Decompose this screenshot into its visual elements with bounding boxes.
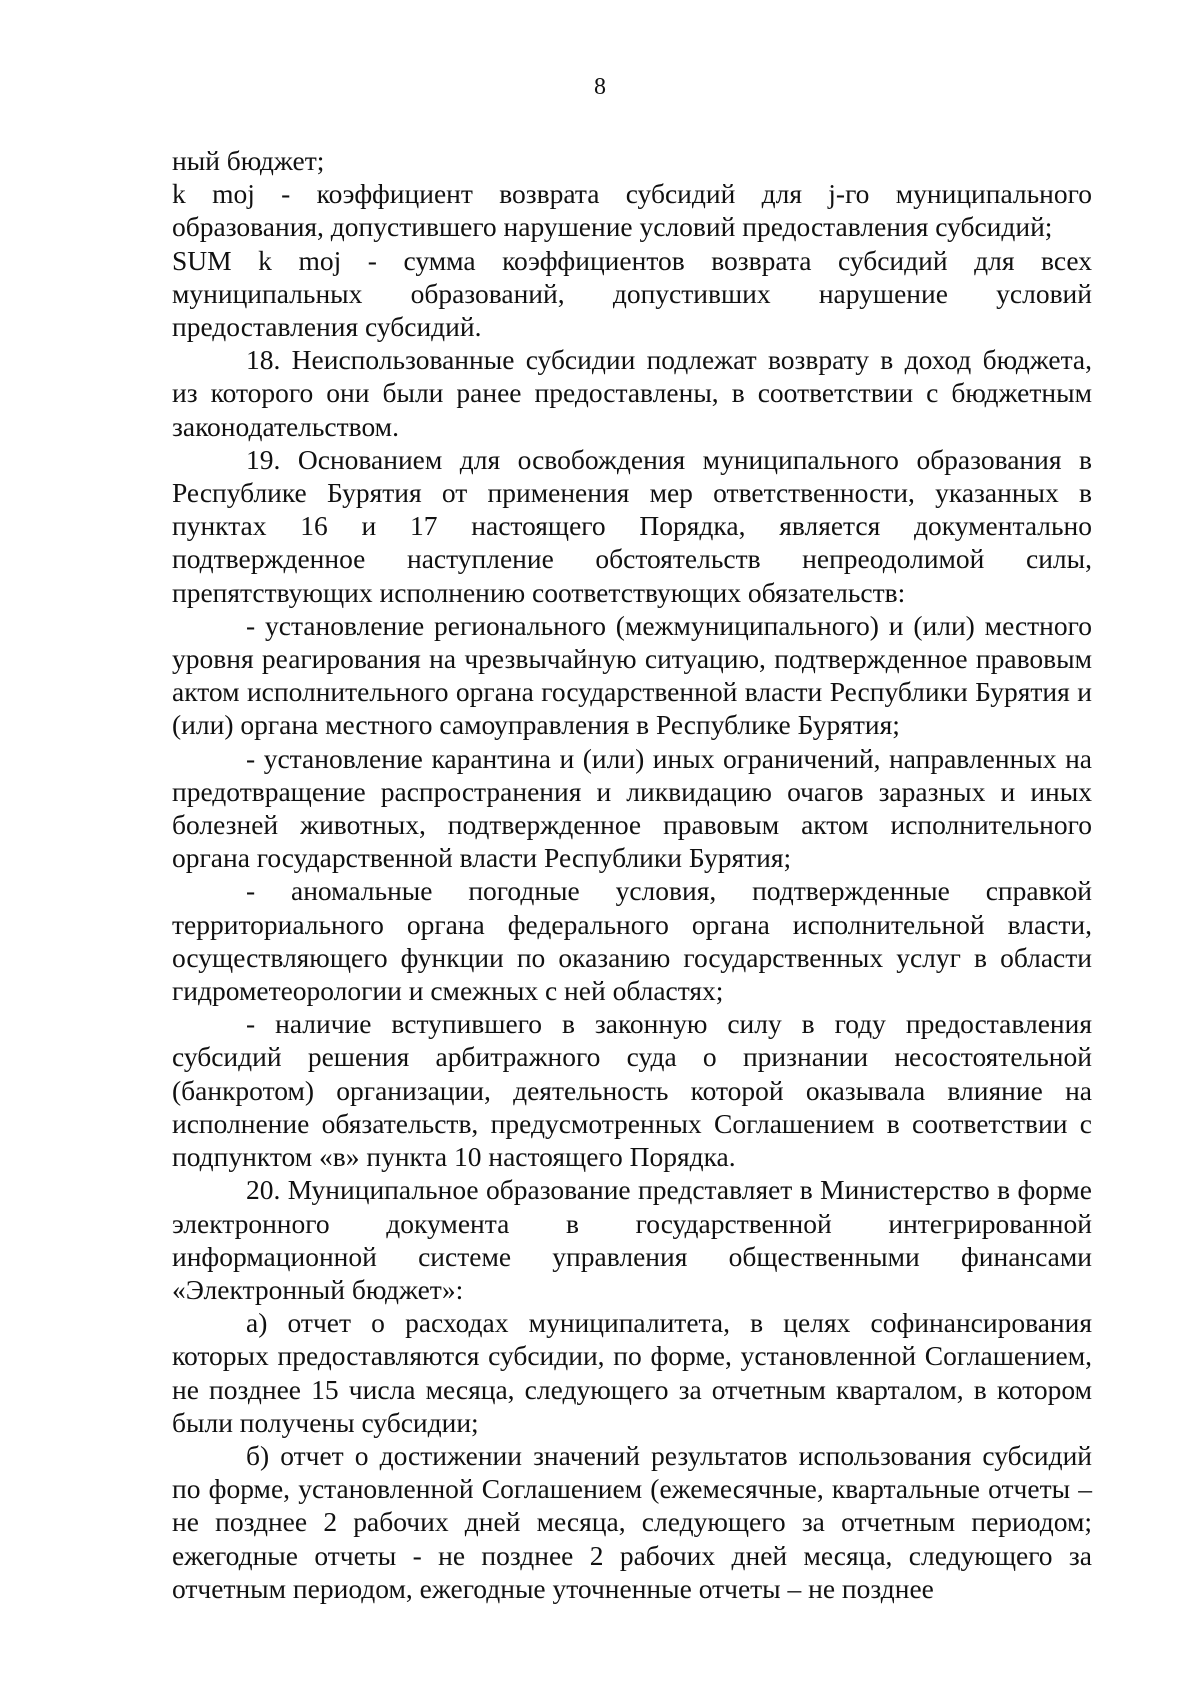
paragraph-9: - наличие вступившего в законную силу в году предоставления субсидий решения арбитражного суда о признании несостоятельной (банкротом) организации, деятельность которой оказывала влияние на исполнение обязательств, предусмотренных Соглашением в соответствии с подпунктом «в» пункта 10 настоящего Порядка.	[172, 1008, 1092, 1173]
document-body	[172, 144, 1092, 1605]
paragraph-5: 19. Основанием для освобождения муниципального образования в Республике Бурятия от применения мер ответственности, указанных в пунктах 16 и 17 настоящего Порядка, является документально подтвержденное наступление обстоятельств непреодолимой силы, препятствующих исполнению соответствующих обязательств:	[172, 443, 1092, 608]
paragraph-2: k moj - коэффициент возврата субсидий для j-го муниципального образования, допустившего нарушение условий предоставления субсидий;	[172, 178, 1092, 243]
paragraph-12: б) отчет о достижении значений результатов использования субсидий по форме, установленной Соглашением (ежемесячные, квартальные отчеты – не позднее 2 рабочих дней месяца, следующего за отчетным периодом; ежегодные отчеты - не позднее 2 рабочих дней месяца, следующего за отчетным периодом, ежегодные уточненные отчеты – не позднее	[172, 1439, 1092, 1604]
paragraph-11: а) отчет о расходах муниципалитета, в целях софинансирования которых предоставляются субсидии, по форме, установленной Соглашением, не позднее 15 числа месяца, следующего за отчетным кварталом, в котором были получены субсидии;	[172, 1307, 1092, 1438]
paragraph-10: 20. Муниципальное образование представляет в Министерство в форме электронного документа в государственной интегрированной информационной системе управления общественными финансами «Электронный бюджет»:	[172, 1174, 1092, 1305]
paragraph-8: - аномальные погодные условия, подтвержденные справкой территориального органа федерального органа исполнительной власти, осуществляющего функции по оказанию государственных услуг в области гидрометеорологии и смежных с ней областях;	[172, 875, 1092, 1007]
paragraph-1: ный бюджет;	[172, 145, 325, 176]
paragraph-3: SUM k moj - сумма коэффициентов возврата субсидий для всех муниципальных образований, допустивших нарушение условий предоставления субсидий.	[172, 244, 1092, 343]
paragraph-4: 18. Неиспользованные субсидии подлежат возврату в доход бюджета, из которого они были ранее предоставлены, в соответствии с бюджетным законодательством.	[172, 344, 1092, 442]
paragraph-7: - установление карантина и (или) иных ограничений, направленных на предотвращение распространения и ликвидацию очагов заразных и иных болезней животных, подтвержденное правовым актом исполнительного органа государственной власти Республики Бурятия;	[172, 742, 1092, 874]
paragraph-6: - установление регионального (межмуниципального) и (или) местного уровня реагирования на чрезвычайную ситуацию, подтвержденное правовым актом исполнительного органа государственной власти Республики Бурятия и (или) органа местного самоуправления в Республике Бурятия;	[172, 609, 1092, 741]
page-number: 8	[594, 74, 606, 100]
